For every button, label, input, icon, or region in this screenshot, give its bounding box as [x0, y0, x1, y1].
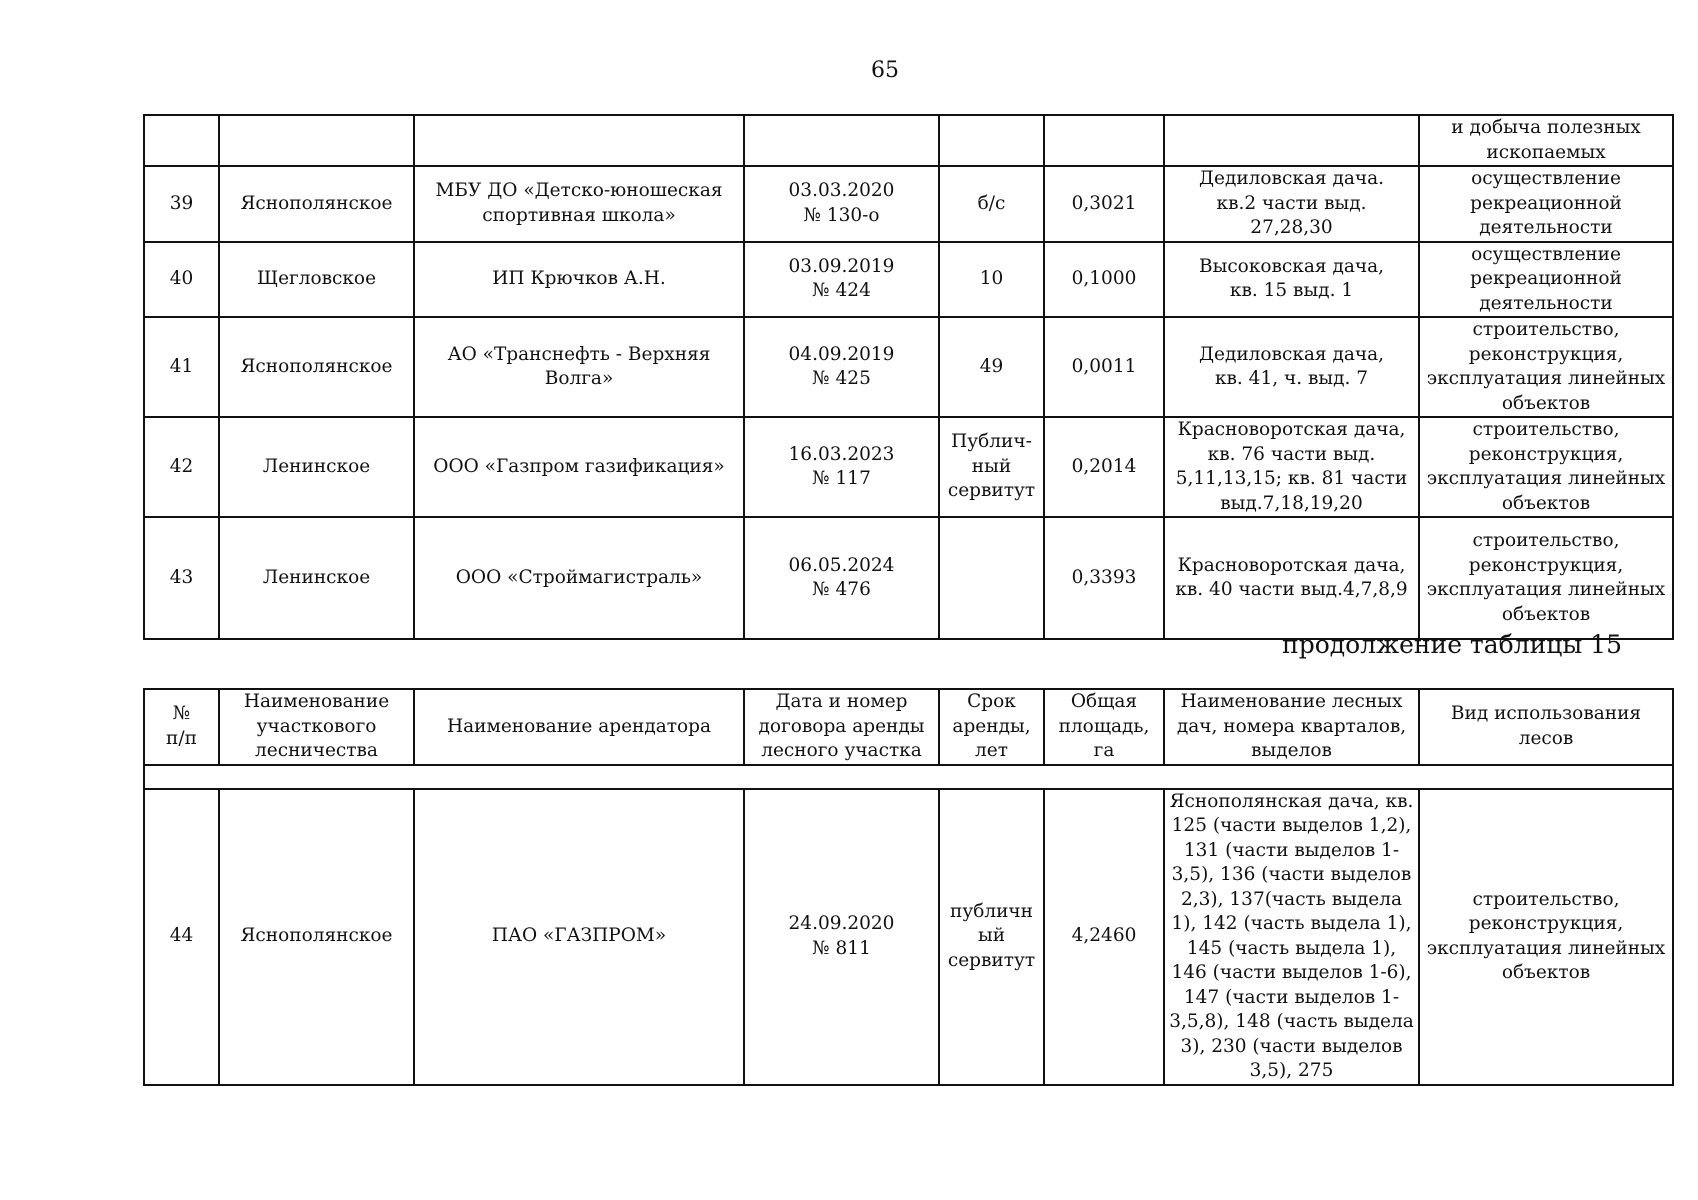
- tenant-name-cell: ИП Крючков А.Н.: [414, 242, 744, 318]
- table-body-part-2: [144, 765, 1673, 1085]
- table-row: [144, 417, 1673, 517]
- table-spacer-row: [144, 765, 1673, 789]
- table-header: [144, 689, 1673, 765]
- tenant-name-cell: ООО «Строймагистраль»: [414, 517, 744, 639]
- table-row: [144, 517, 1673, 639]
- forest-location-cell: Дедиловская дача, кв. 41, ч. выд. 7: [1164, 317, 1419, 417]
- contract-date-number-cell: 03.03.2020 № 130-о: [744, 166, 939, 242]
- table-row: [144, 317, 1673, 417]
- forest-usage-type-cell: и добыча полезных ископаемых: [1419, 115, 1673, 166]
- row-number-cell: 39: [144, 166, 219, 242]
- total-area-cell: 0,2014: [1044, 417, 1164, 517]
- tenant-name-cell: ООО «Газпром газификация»: [414, 417, 744, 517]
- forest-usage-type-cell: строительство, реконструкция, эксплуатация линейных объектов: [1419, 517, 1673, 639]
- forestry-name-cell: Яснополянское: [219, 166, 414, 242]
- forestry-name-cell: Яснополянское: [219, 789, 414, 1085]
- table-header-row: [144, 689, 1673, 765]
- forest-usage-type-cell: Вид использования лесов: [1419, 689, 1673, 765]
- lease-term-cell: публичн ый сервитут: [939, 789, 1044, 1085]
- table-row: [144, 242, 1673, 318]
- row-number-cell: [144, 115, 219, 166]
- total-area-cell: Общая площадь, га: [1044, 689, 1164, 765]
- tenant-name-cell: [414, 115, 744, 166]
- lease-term-cell: 10: [939, 242, 1044, 318]
- contract-date-number-cell: Дата и номер договора аренды лесного участка: [744, 689, 939, 765]
- row-number-cell: 42: [144, 417, 219, 517]
- row-number-cell: № п/п: [144, 689, 219, 765]
- row-number-cell: 43: [144, 517, 219, 639]
- tenant-name-cell: ПАО «ГАЗПРОМ»: [414, 789, 744, 1085]
- forestry-name-cell: Наименование участкового лесничества: [219, 689, 414, 765]
- lease-table-part-1: [143, 114, 1674, 640]
- total-area-cell: 4,2460: [1044, 789, 1164, 1085]
- lease-term-cell: Срок аренды, лет: [939, 689, 1044, 765]
- lease-term-cell: б/с: [939, 166, 1044, 242]
- contract-date-number-cell: 03.09.2019 № 424: [744, 242, 939, 318]
- forest-location-cell: Яснополянская дача, кв. 125 (части выделов 1,2), 131 (части выделов 1-3,5), 136 (части выделов 2,3), 137(часть выдела 1), 142 (часть выдела 1), 145 (часть выдела 1), 146 (части выделов 1-6), 147 (части выделов 1-3,5,8), 148 (часть выдела 3), 230 (части выделов 3,5), 275: [1164, 789, 1419, 1085]
- table-body-part-1: [144, 115, 1673, 639]
- forest-location-cell: [1164, 115, 1419, 166]
- forest-usage-type-cell: строительство, реконструкция, эксплуатация линейных объектов: [1419, 789, 1673, 1085]
- spacer-cell: [144, 765, 1673, 789]
- forestry-name-cell: Яснополянское: [219, 317, 414, 417]
- forestry-name-cell: Щегловское: [219, 242, 414, 318]
- row-number-cell: 40: [144, 242, 219, 318]
- forestry-name-cell: Ленинское: [219, 417, 414, 517]
- lease-term-cell: [939, 517, 1044, 639]
- forest-usage-type-cell: осуществление рекреационной деятельности: [1419, 166, 1673, 242]
- forest-location-cell: Наименование лесных дач, номера кварталов, выделов: [1164, 689, 1419, 765]
- contract-date-number-cell: 16.03.2023 № 117: [744, 417, 939, 517]
- table-continuation-caption: продолжение таблицы 15: [1282, 630, 1622, 659]
- forestry-name-cell: [219, 115, 414, 166]
- contract-date-number-cell: 04.09.2019 № 425: [744, 317, 939, 417]
- lease-table-part-2: [143, 688, 1674, 1086]
- total-area-cell: 0,1000: [1044, 242, 1164, 318]
- forest-location-cell: Красноворотская дача, кв. 76 части выд. 5,11,13,15; кв. 81 части выд.7,18,19,20: [1164, 417, 1419, 517]
- forest-usage-type-cell: строительство, реконструкция, эксплуатация линейных объектов: [1419, 417, 1673, 517]
- page-number: 65: [871, 58, 899, 83]
- tenant-name-cell: АО «Транснефть - Верхняя Волга»: [414, 317, 744, 417]
- forest-usage-type-cell: строительство, реконструкция, эксплуатация линейных объектов: [1419, 317, 1673, 417]
- table-row: [144, 789, 1673, 1085]
- lease-term-cell: 49: [939, 317, 1044, 417]
- row-number-cell: 44: [144, 789, 219, 1085]
- table-row: [144, 115, 1673, 166]
- lease-term-cell: Публич- ный сервитут: [939, 417, 1044, 517]
- contract-date-number-cell: [744, 115, 939, 166]
- forestry-name-cell: Ленинское: [219, 517, 414, 639]
- forest-location-cell: Высоковская дача, кв. 15 выд. 1: [1164, 242, 1419, 318]
- lease-term-cell: [939, 115, 1044, 166]
- forest-usage-type-cell: осуществление рекреационной деятельности: [1419, 242, 1673, 318]
- table-row: [144, 166, 1673, 242]
- contract-date-number-cell: 24.09.2020 № 811: [744, 789, 939, 1085]
- forest-location-cell: Красноворотская дача, кв. 40 части выд.4,7,8,9: [1164, 517, 1419, 639]
- forest-location-cell: Дедиловская дача. кв.2 части выд. 27,28,30: [1164, 166, 1419, 242]
- tenant-name-cell: Наименование арендатора: [414, 689, 744, 765]
- contract-date-number-cell: 06.05.2024 № 476: [744, 517, 939, 639]
- total-area-cell: 0,3393: [1044, 517, 1164, 639]
- row-number-cell: 41: [144, 317, 219, 417]
- total-area-cell: 0,0011: [1044, 317, 1164, 417]
- total-area-cell: 0,3021: [1044, 166, 1164, 242]
- tenant-name-cell: МБУ ДО «Детско-юношеская спортивная школа»: [414, 166, 744, 242]
- total-area-cell: [1044, 115, 1164, 166]
